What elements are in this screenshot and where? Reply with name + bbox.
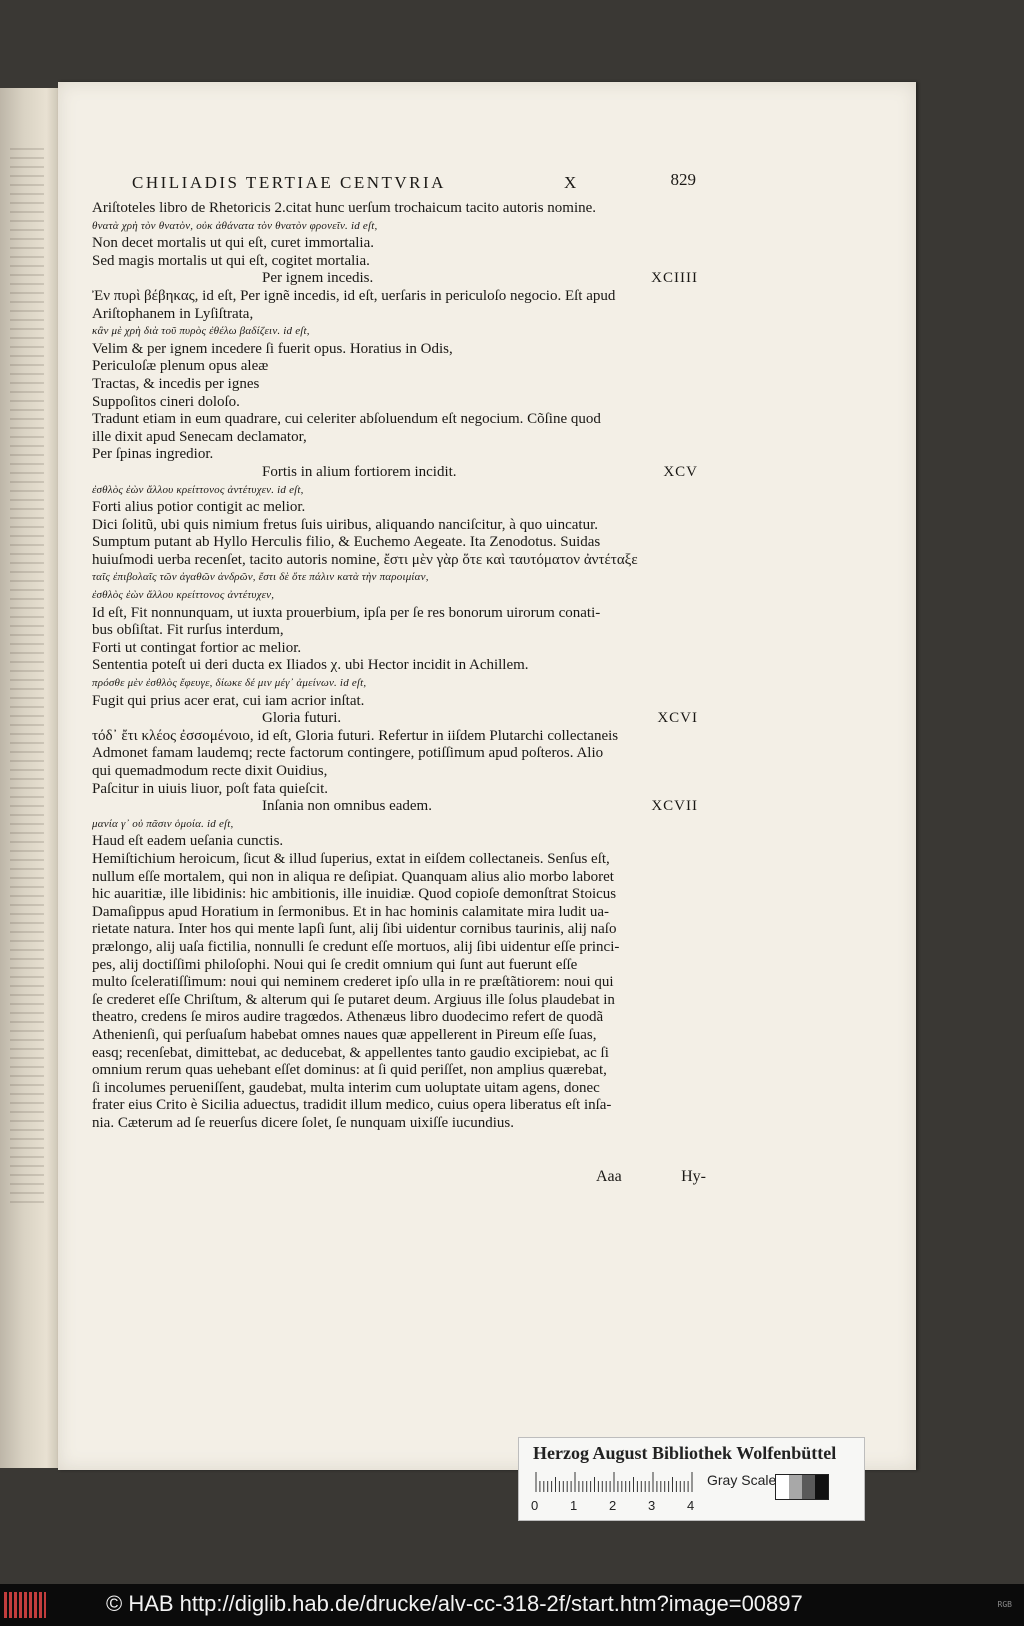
line-text: rietate natura. Inter hos qui mente lapſi ſunt, alij ſibi uidentur cornibus taurinis, alij naſo [92, 921, 617, 938]
library-color-card [518, 1437, 865, 1521]
line-text: Suppoſitos cineri doloſo. [92, 393, 240, 410]
text-line [92, 869, 698, 887]
line-text: Sententia poteſt ui deri ducta ex Iliados χ. ubi Hector incidit in Achillem. [92, 657, 529, 674]
line-text: Forti alius potior contigit ac melior. [92, 499, 306, 516]
text-line [92, 341, 698, 359]
text-line [92, 288, 698, 306]
text-line [92, 218, 698, 236]
line-text: Paſcitur in uiuis liuor, poſt fata quieſcit. [92, 780, 329, 797]
text-line [92, 534, 698, 552]
catchword-line [596, 1168, 706, 1190]
line-text: ἐσθλὸς ἐὼν ἄλλου κρείττονος ἀντέτυχεν. id eſt, [92, 483, 304, 496]
adage-title: Inſania non omnibus eadem. [262, 798, 432, 815]
adage-title: Per ignem incedis. [262, 270, 374, 287]
line-text: κἂν μὲ χρὴ διὰ τοῦ πυρὸς ἐθέλω βαδίζειν. id eſt, [92, 325, 310, 338]
adage-number: XCIIII [651, 270, 698, 287]
signature-mark: Aaa [596, 1168, 622, 1185]
line-text: Forti ut contingat fortior ac melior. [92, 639, 302, 656]
text-line [92, 763, 698, 781]
line-text: Sed magis mortalis ut qui eſt, cogitet mortalia. [92, 252, 370, 269]
line-text: ille dixit apud Senecam declamator, [92, 428, 307, 445]
adage-number: XCVI [657, 710, 698, 727]
line-text: prælongo, alij uaſa fictilia, nonnulli ſe credunt eſſe mortuos, alij ſibi uidentur eſſe princi- [92, 938, 620, 955]
text-line [92, 499, 698, 517]
adage-number: XCV [663, 463, 698, 480]
adage-number: XCVII [651, 798, 698, 815]
line-text: nullum eſſe mortalem, qui non in aliqua re deſipiat. Quanquam alius alio morbo laboret [92, 868, 614, 885]
line-text: frater eius Crito è Sicilia aduectus, tradidit illum medico, cuius opera liberatus eſt inſa- [92, 1097, 612, 1114]
previous-page-edge [0, 88, 59, 1468]
line-text: Per ſpinas ingredior. [92, 446, 214, 463]
line-text: Sumptum putant ab Hyllo Herculis filio, & Euchemo Aegeate. Ita Zenodotus. Suidas [92, 534, 601, 551]
line-text: hic auaritiæ, ille libidinis: hic ambitionis, ille inuidiæ. Quod copioſe demonſtrat Stoicus [92, 886, 617, 903]
line-text: Velim & per ignem incedere ſi fuerit opus. Horatius in Odis, [92, 340, 453, 357]
line-text: Admonet famam laudemq; recte factorum contingere, potiſſimum apud poſteros. Alio [92, 745, 604, 762]
line-text: pes, alij doctiſſimi philoſophi. Noui qui ſe credit omnium qui ſunt aut fuerunt eſſe [92, 956, 578, 973]
line-text: Tractas, & incedis per ignes [92, 375, 260, 392]
ruler-number: 4 [687, 1498, 695, 1513]
text-line [92, 446, 698, 464]
text-line [92, 517, 698, 535]
line-text: Id eſt, Fit nonnunquam, ut iuxta prouerbium, ipſa per ſe res bonorum uirorum conati- [92, 604, 601, 621]
text-line [92, 939, 698, 957]
text-line [92, 640, 698, 658]
copyright-url-caption: © HAB http://diglib.hab.de/drucke/alv-cc-318-2f/start.htm?image=00897 [106, 1591, 803, 1616]
text-line [92, 323, 698, 341]
header-title: CHILIADIS TERTIAE CENTVRIA [132, 173, 446, 192]
text-line [92, 886, 698, 904]
line-text: ταῖς ἐπιβολαῖς τῶν ἀγαθῶν ἀνδρῶν, ἔστι δὲ ὅτε πάλιν κατὰ τὴν παροιμίαν, [92, 571, 429, 584]
text-line [92, 358, 698, 376]
ruler-scale [535, 1472, 715, 1492]
adage-title-line [92, 710, 698, 728]
text-line [92, 235, 698, 253]
text-line [92, 1115, 698, 1133]
adage-title-line [92, 270, 698, 288]
text-line [92, 569, 698, 587]
line-text: Dici ſolitũ, ubi quis nimium fretus ſuis uiribus, aliquando nanciſcitur, à quo uincatur. [92, 516, 598, 533]
line-text: omnium rerum quas uehebant eſſet dominus: at ſi quid periſſet, non amplius quærebat, [92, 1062, 607, 1079]
line-text: ſi incolumes perueniſſent, gaudebat, multa interim cum uoluptate uitam agens, donec [92, 1079, 600, 1096]
catchword: Hy- [681, 1168, 706, 1185]
adage-title-line [92, 464, 698, 482]
library-name: Herzog August Bibliothek Wolfenbüttel [533, 1443, 837, 1463]
line-text: huiuſmodi uerba recenſet, tacito autoris nomine, ἔστι μὲν γὰρ ὅτε καὶ ταυτόματον ἀντέταξε [92, 551, 638, 568]
text-line [92, 693, 698, 711]
line-text: Ariſtoteles libro de Rhetoricis 2.citat hunc uerſum trochaicum tacito autoris nomine. [92, 200, 597, 216]
text-line [92, 992, 698, 1010]
adage-title: Fortis in alium fortiorem incidit. [262, 463, 457, 480]
line-text: multo ſceleratiſſimum: noui qui neminem crederet ipſo ulla in re præſtãtiorem: noui qui [92, 974, 614, 991]
text-line [92, 306, 698, 324]
line-text: μανία γ᾽ οὐ πᾶσιν ὁμοία. id eſt, [92, 817, 234, 830]
line-text: ſe crederet eſſe Chriſtum, & alterum qui ſe putaret deum. Argiuus ille ſolus plaudebat in [92, 991, 615, 1008]
text-line [92, 1080, 698, 1098]
line-text: Ἐν πυρὶ βέβηκας, id eſt, Per ignẽ incedis, id eſt, uerſaris in periculoſo negocio. Eſt apud [92, 287, 616, 304]
text-line [92, 482, 698, 500]
gray-swatch-cell [776, 1475, 789, 1499]
text-line [92, 1045, 698, 1063]
text-line [92, 675, 698, 693]
text-line [92, 781, 698, 799]
text-line [92, 657, 698, 675]
text-line [92, 921, 698, 939]
text-line [92, 394, 698, 412]
ruler-number: 1 [570, 1498, 578, 1513]
gray-swatch-cell [802, 1475, 815, 1499]
footer-marks: RGB [997, 1600, 1012, 1609]
text-line [92, 253, 698, 271]
line-text: ἐσθλὸς ἐὼν ἄλλου κρείττονος ἀντέτυχεν, [92, 589, 275, 602]
text-line [92, 1009, 698, 1027]
header-century-number: X [564, 173, 579, 192]
line-text: Athenienſi, qui perſuaſum habebat omnes naues quæ appellerent in Pireum eſſe ſuas, [92, 1026, 597, 1043]
adage-title: Gloria futuri. [262, 710, 342, 727]
line-text: Hemiſtichium heroicum, ſicut & illud ſuperius, extat in eiſdem collectaneis. Senſus eſt, [92, 850, 610, 867]
line-text: bus obſiſtat. Fit rurſus interdum, [92, 622, 284, 639]
hab-logo-icon [4, 1592, 46, 1618]
line-text: theatro, credens ſe miros audire tragœdos. Athenæus libro duodecimo refert de quodã [92, 1009, 604, 1026]
folio-number: 829 [670, 170, 696, 189]
text-line [92, 552, 698, 570]
adage-title-line [92, 798, 698, 816]
line-text: easq; recenſebat, dimittebat, ac deducebat, & appellentes tanto gaudio excipiebat, ac ſi [92, 1044, 609, 1061]
line-text: θνατὰ χρὴ τὸν θνατὸν, οὐκ ἀθάνατα τὸν θνατὸν φρονεῖν. id eſt, [92, 219, 378, 232]
text-line [92, 974, 698, 992]
line-text: nia. Cæterum ad ſe reuerſus dicere ſolet, ſe nunquam uixiſſe iucundius. [92, 1114, 514, 1131]
page-text-block [92, 200, 698, 1132]
text-line [92, 957, 698, 975]
text-line [92, 851, 698, 869]
text-line [92, 200, 698, 218]
text-line [92, 411, 698, 429]
line-text: Damaſippus apud Horatium in ſermonibus. Et in hac hominis calamitate mira ludit ua- [92, 903, 609, 920]
gray-scale-label: Gray Scale [707, 1472, 777, 1488]
ruler-number: 3 [648, 1498, 656, 1513]
ruler-number: 0 [531, 1498, 539, 1513]
running-header [108, 170, 696, 194]
text-line [92, 833, 698, 851]
line-text: Periculoſæ plenum opus aleæ [92, 358, 269, 375]
text-line [92, 1027, 698, 1045]
line-text: Tradunt etiam in eum quadrare, cui celeriter abſoluendum eſt negocium. Cõſine quod [92, 411, 601, 428]
text-line [92, 429, 698, 447]
line-text: Fugit qui prius acer erat, cui iam acrior inſtat. [92, 692, 365, 709]
text-line [92, 605, 698, 623]
ruler-numbers [531, 1498, 711, 1514]
gray-scale-swatch [775, 1474, 829, 1500]
text-line [92, 1097, 698, 1115]
text-line [92, 1062, 698, 1080]
text-line [92, 376, 698, 394]
line-text: Ariſtophanem in Lyſiſtrata, [92, 305, 254, 322]
gray-swatch-cell [815, 1475, 828, 1499]
line-text: Non decet mortalis ut qui eſt, curet immortalia. [92, 235, 375, 252]
line-text: τόδ᾽ ἔτι κλέος ἐσσομένοιο, id eſt, Gloria futuri. Refertur in iiſdem Plutarchi collectaneis [92, 727, 619, 744]
footer-bar [0, 1584, 1024, 1626]
bleed-through-text [10, 148, 44, 1208]
line-text: πρόσθε μὲν ἐσθλὸς ἔφευγε, δίωκε δέ μιν μέγ᾽ ἀμείνων. id eſt, [92, 677, 367, 690]
line-text: Haud eſt eadem ueſania cunctis. [92, 833, 284, 850]
gray-swatch-cell [789, 1475, 802, 1499]
line-text: qui quemadmodum recte dixit Ouidius, [92, 763, 328, 779]
text-line [92, 728, 698, 746]
text-line [92, 816, 698, 834]
text-line [92, 904, 698, 922]
text-line [92, 745, 698, 763]
ruler-number: 2 [609, 1498, 617, 1513]
text-line [92, 622, 698, 640]
text-line [92, 587, 698, 605]
